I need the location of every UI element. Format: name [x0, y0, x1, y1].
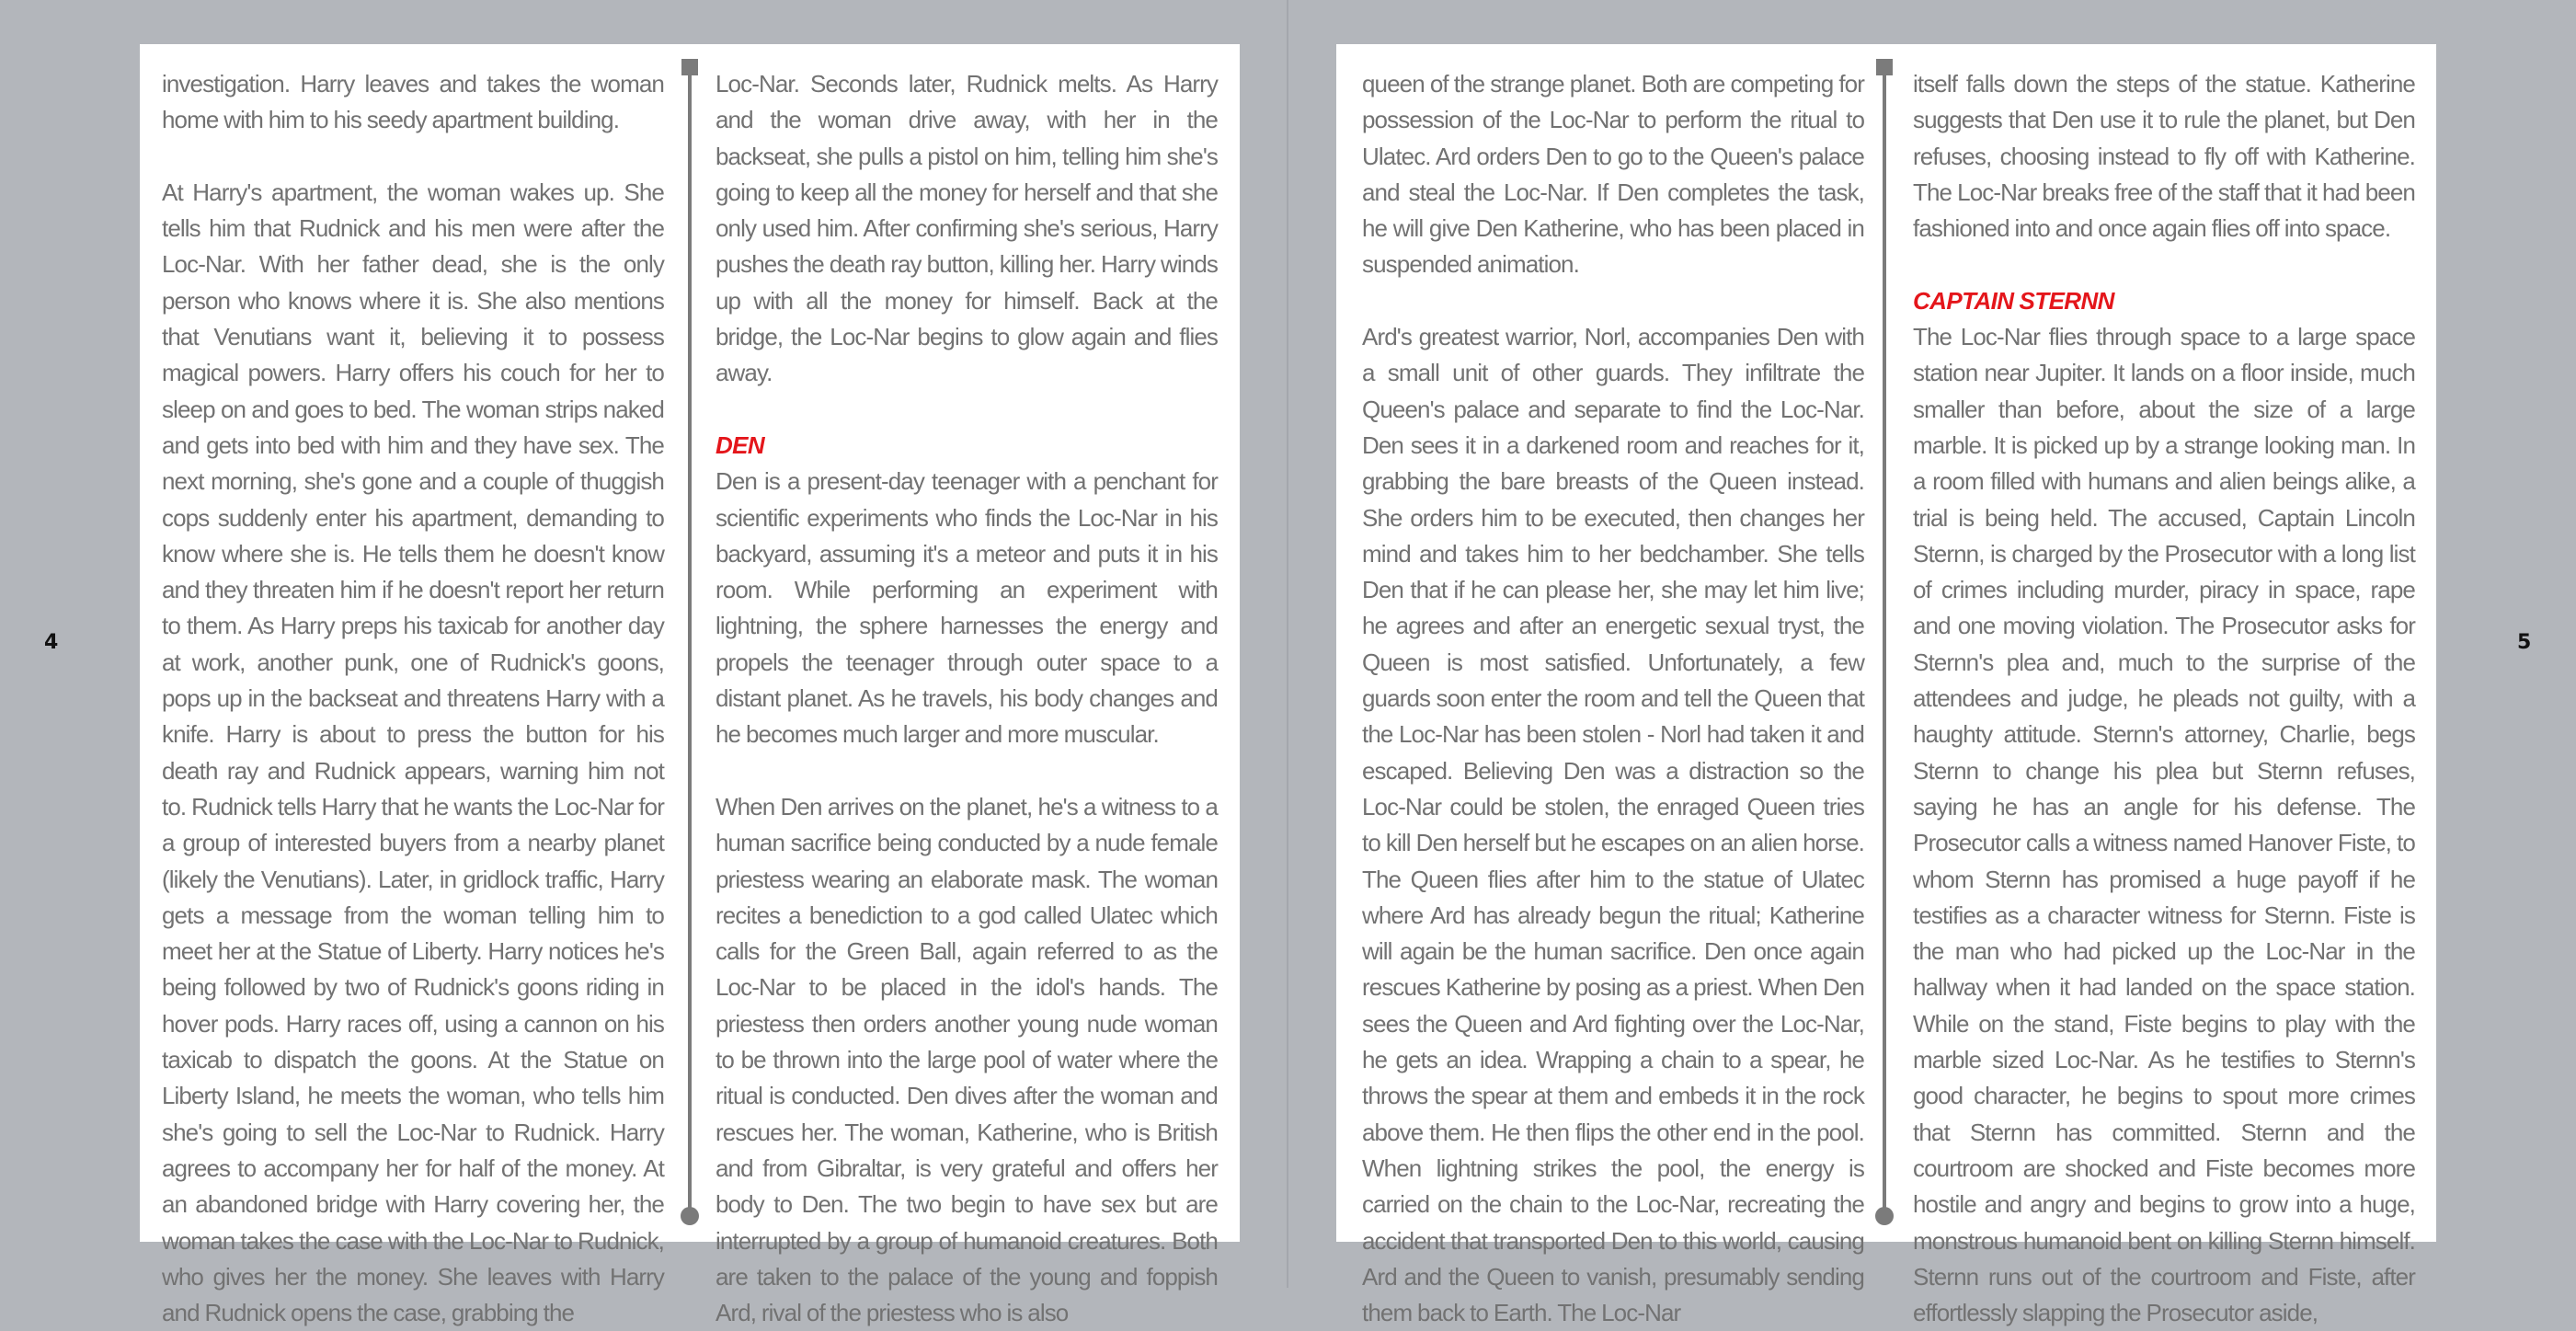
paragraph: queen of the strange planet. Both are competing for possession of the Loc-Nar to perform the ritual to Ulatec. Ard orders Den to go to the Queen's palace and steal the Loc-Nar. If Den completes the task, he will give Den Katherine, who has been placed in suspended animation.: [1362, 70, 1864, 279]
section-heading-den: DEN: [716, 430, 765, 459]
paragraph: Loc-Nar. Seconds later, Rudnick melts. As Harry and the woman drive away, with her in the backseat, she pulls a pistol on him, telling him she's going to keep all the money for herself and that she only used him. After confirming she's serious, Harry pushes the death ray button, killing her. Harry winds up with all the money for himself. Back at the bridge, the Loc-Nar begins to glow again and flies away.: [716, 70, 1218, 387]
section-heading-captain-sternn: CAPTAIN STERNN: [1913, 286, 2114, 315]
column-divider-bottom-dot: [681, 1207, 699, 1225]
paragraph: The Loc-Nar flies through space to a large space station near Jupiter. It lands on a floor inside, much smaller than before, about the size of a large marble. It is picked up by a strange looking man. In a room filled with humans and alien beings alike, a trial is being held. The accused, Captain Lincoln Sternn, is charged by the Prosecutor with a long list of crimes including murder, piracy in space, rape and one moving violation. The Prosecutor asks for Sternn's plea and, much to the surprise of the attendees and judge, he pleads not guilty, with a haughty attitude. Sternn's attorney, Charlie, begs Sternn to change his plea but Sternn refuses, saying he has an angle for his defense. The Prosecutor calls a witness named Hanover Fiste, to whom Sternn has promised a huge payoff if he testifies as a character witness for Sternn. Fiste is the man who had picked up the Loc-Nar in the hallway when it had landed on the space station. While on the stand, Fiste begins to play with the marble sized Loc-Nar. As he testifies to Sternn's good character, he begins to spout more crimes that Sternn has committed. Sternn and the courtroom are shocked and Fiste becomes more hostile and angry and begins to grow into a huge, monstrous humanoid bent on killing Sternn himself. Sternn runs out of the courtroom and Fiste, after effortlessly slapping the Prosecutor aside,: [1913, 323, 2415, 1327]
left-page-column-2: [716, 66, 1218, 1331]
paragraph: investigation. Harry leaves and takes the woman home with him to his seedy apartment building.: [162, 70, 664, 134]
left-page: [140, 44, 1240, 1327]
right-page: [1336, 44, 2436, 1327]
right-page-column-2: [1913, 66, 2415, 1331]
paragraph: itself falls down the steps of the statue. Katherine suggests that Den use it to rule the planet, but Den refuses, choosing instead to fly off with Katherine. The Loc-Nar breaks free of the staff that it had been fashioned into and once again flies off into space.: [1913, 70, 2415, 243]
page-number-left: 4: [44, 631, 59, 654]
column-divider: [1883, 59, 1886, 1214]
paragraph: At Harry's apartment, the woman wakes up. She tells him that Rudnick and his men were after the Loc-Nar. With her father dead, she is the only person who knows where it is. She also mentions that Venutians want it, believing it to possess magical powers. Harry offers his couch for her to sleep on and goes to bed. The woman strips naked and gets into bed with him and they have sex. The next morning, she's gone and a couple of thuggish cops suddenly enter his apartment, demanding to know where she is. He tells them he doesn't know and they threaten him if he doesn't report her return to them. As Harry preps his taxicab for another day at work, another punk, one of Rudnick's goons, pops up in the backseat and threatens Harry with a knife. Harry is about to press the button for his death ray and Rudnick appears, warning him not to. Rudnick tells Harry that he wants the Loc-Nar for a group of interested buyers from a nearby planet (likely the Venutians). Later, in gridlock traffic, Harry gets a message from the woman telling him to meet her at the Statue of Liberty. Harry notices he's being followed by two of Rudnick's goons riding in hover pods. Harry races off, using a cannon on his taxicab to dispatch the goons. At the Statue on Liberty Island, he meets the woman, who tells him she's going to sell the Loc-Nar to Rudnick. Harry agrees to accompany her for half of the money. At an abandoned bridge with Harry covering her, the woman takes the case with the Loc-Nar to Rudnick, who gives her the money. She leaves with Harry and Rudnick opens the case, grabbing the: [162, 178, 664, 1327]
paragraph: Ard's greatest warrior, Norl, accompanies Den with a small unit of other guards. They infiltrate the Queen's palace and separate to find the Loc-Nar. Den sees it in a darkened room and reaches for it, grabbing the bare breasts of the Queen instead. She orders him to be executed, then changes her mind and takes him to her bedchamber. She tells Den that if he can please her, she may let him live; he agrees and after an energetic sexual tryst, the Queen is most satisfied. Unfortunately, a few guards soon enter the room and tell the Queen that the Loc-Nar has been stolen - Norl had taken it and escaped. Believing Den was a distraction so the Loc-Nar could be stolen, the enraged Queen tries to kill Den herself but he escapes on an alien horse. The Queen flies after him to the statue of Ulatec where Ard has already begun the ritual; Katherine will again be the human sacrifice. Den once again rescues Katherine by posing as a priest. When Den sees the Queen and Ard fighting over the Loc-Nar, he gets an idea. Wrapping a chain to a spear, he throws the spear at them and embeds it in the rock above them. He then flips the other end in the pool. When lightning strikes the pool, the energy is carried on the chain to the Loc-Nar, recreating the accident that transported Den to this world, causing Ard and the Queen to vanish, presumably sending them back to Earth. The Loc-Nar: [1362, 323, 1864, 1327]
right-page-column-1: [1362, 66, 1864, 1331]
column-divider-bottom-dot: [1875, 1207, 1894, 1225]
column-divider: [688, 59, 692, 1214]
left-page-column-1: [162, 66, 664, 1331]
page-number-right: 5: [2517, 631, 2532, 654]
paragraph: Den is a present-day teenager with a penchant for scientific experiments who finds the Loc-Nar in his backyard, assuming it's a meteor and puts it in his room. While performing an experiment with lightning, the sphere harnesses the energy and propels the teenager through outer space to a distant planet. As he travels, his body changes and he becomes much larger and more muscular.: [716, 467, 1218, 749]
book-spine: [1287, 0, 1288, 1288]
paragraph: When Den arrives on the planet, he's a witness to a human sacrifice being conducted by a nude female priestess wearing an elaborate mask. The woman recites a benediction to a god called Ulatec which calls for the Green Ball, again referred to as the Loc-Nar to be placed in the idol's hands. The priestess then orders another young nude woman to be thrown into the large pool of water where the ritual is conducted. Den dives after the woman and rescues her. The woman, Katherine, who is British and from Gibraltar, is very grateful and offers her body to Den. The two begin to have sex but are interrupted by a group of humanoid creatures. Both are taken to the palace of the young and foppish Ard, rival of the priestess who is also: [716, 792, 1218, 1327]
